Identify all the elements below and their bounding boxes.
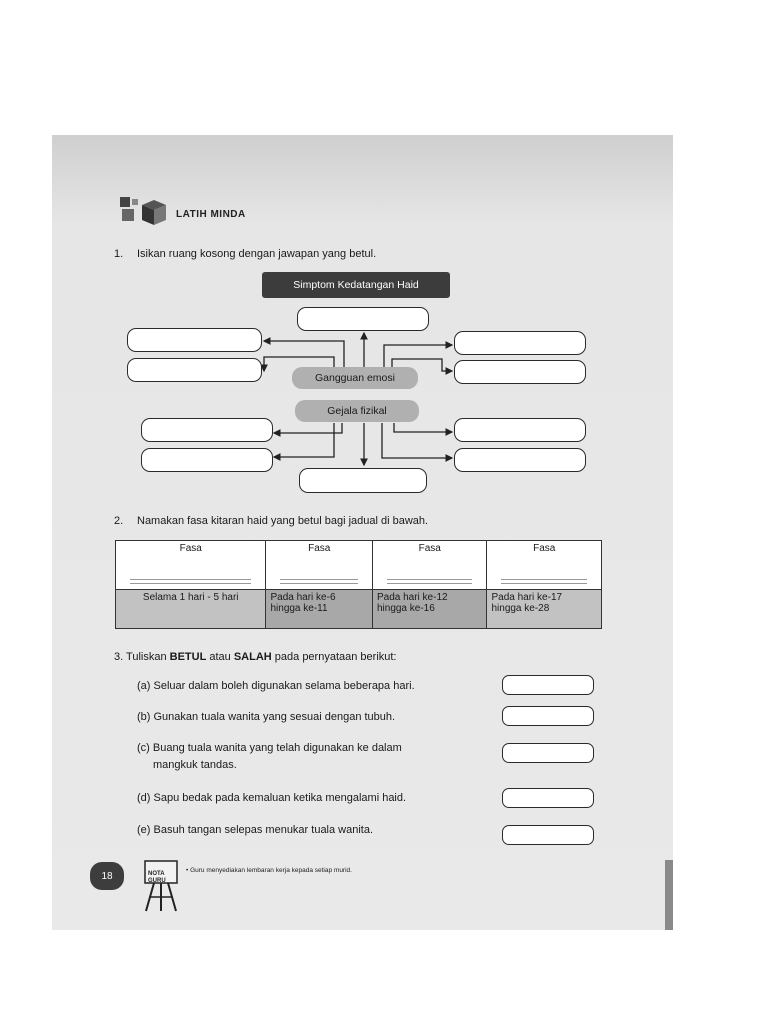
phase-cell-3[interactable] xyxy=(372,541,487,590)
answer-box-right-2[interactable] xyxy=(454,360,586,384)
q3-salah: SALAH xyxy=(233,651,272,663)
q2-number: 2. xyxy=(114,515,124,527)
q1-instruction: Isikan ruang kosong dengan jawapan yang betul. xyxy=(137,248,377,260)
phase-cell-4[interactable] xyxy=(487,541,602,590)
phase-header: Fasa xyxy=(179,543,202,554)
answer-box-right-3[interactable] xyxy=(454,418,586,442)
duration-cell xyxy=(116,590,266,629)
answer-line xyxy=(280,583,358,584)
nota-guru-label xyxy=(148,871,166,885)
answer-line xyxy=(387,583,473,584)
answer-box-b[interactable] xyxy=(502,706,594,726)
phase-cell-2[interactable] xyxy=(266,541,373,590)
guru-line: GURU xyxy=(148,878,166,884)
answer-box-c[interactable] xyxy=(502,743,594,763)
duration-text: Pada hari ke-17 xyxy=(491,592,563,603)
duration-text: hingga ke-11 xyxy=(270,603,328,614)
answer-line xyxy=(501,579,587,580)
answer-line xyxy=(387,579,473,580)
q3-instruction xyxy=(114,651,397,663)
statement-d: (d) Sapu bedak pada kemaluan ketika mengalami haid. xyxy=(137,792,407,804)
q3-atau: atau xyxy=(206,651,234,663)
duration-text: Pada hari ke-12 xyxy=(376,592,448,603)
answer-line xyxy=(501,583,587,584)
answer-box-bottom[interactable] xyxy=(299,468,427,493)
q1-number: 1. xyxy=(114,248,124,260)
answer-box-top[interactable] xyxy=(297,307,429,331)
teacher-note: • Guru menyediakan lembaran kerja kepada setiap murid. xyxy=(186,867,352,874)
phase-header: Fasa xyxy=(533,543,556,554)
duration-cell xyxy=(372,590,487,629)
statement-c-continued: mangkuk tandas. xyxy=(153,759,237,771)
phase-header: Fasa xyxy=(418,543,441,554)
nota-line: NOTA xyxy=(148,871,165,877)
answer-line xyxy=(280,579,358,580)
easel-icon xyxy=(140,857,182,913)
center-label-physical: Gejala fizikal xyxy=(295,400,419,422)
statement-a: (a) Seluar dalam boleh digunakan selama beberapa hari. xyxy=(137,680,415,692)
answer-line xyxy=(130,579,251,580)
answer-box-e[interactable] xyxy=(502,825,594,845)
page-number: 18 xyxy=(101,870,113,882)
teacher-note-text: Guru menyediakan lembaran kerja kepada setiap murid. xyxy=(190,867,352,874)
answer-box-d[interactable] xyxy=(502,788,594,808)
q3-prefix: 3. Tuliskan xyxy=(114,651,170,663)
answer-box-left-2[interactable] xyxy=(127,358,262,382)
section-heading: LATIH MINDA xyxy=(176,209,246,220)
duration-text: hingga ke-28 xyxy=(491,603,550,614)
duration-cell xyxy=(266,590,373,629)
answer-line xyxy=(130,583,251,584)
duration-text: Pada hari ke-6 xyxy=(270,592,336,603)
statement-b: (b) Gunakan tuala wanita yang sesuai dengan tubuh. xyxy=(137,711,396,723)
page-edge-shadow xyxy=(665,860,673,930)
cube-logo-icon xyxy=(118,195,170,229)
phase-header-row xyxy=(116,541,602,590)
phase-duration-row xyxy=(116,590,602,629)
worksheet-page xyxy=(52,135,673,930)
phase-table xyxy=(115,540,602,629)
answer-box-right-4[interactable] xyxy=(454,448,586,472)
q3-betul: BETUL xyxy=(169,651,207,663)
statement-c: (c) Buang tuala wanita yang telah digunakan ke dalam xyxy=(137,742,402,754)
phase-header: Fasa xyxy=(308,543,331,554)
answer-box-left-3[interactable] xyxy=(141,418,273,442)
duration-cell xyxy=(487,590,602,629)
answer-box-a[interactable] xyxy=(502,675,594,695)
answer-box-right-1[interactable] xyxy=(454,331,586,355)
phase-cell-1[interactable] xyxy=(116,541,266,590)
answer-box-left-1[interactable] xyxy=(127,328,262,352)
duration-text: hingga ke-16 xyxy=(376,603,435,614)
page-number-badge xyxy=(90,862,124,890)
q2-instruction: Namakan fasa kitaran haid yang betul bagi jadual di bawah. xyxy=(137,515,429,527)
q3-suffix: pada pernyataan berikut: xyxy=(271,651,397,663)
duration-text: Selama 1 hari - 5 hari xyxy=(142,592,239,603)
center-label-emotional: Gangguan emosi xyxy=(292,367,418,389)
statement-e: (e) Basuh tangan selepas menukar tuala wanita. xyxy=(137,824,374,836)
answer-box-left-4[interactable] xyxy=(141,448,273,472)
diagram-title: Simptom Kedatangan Haid xyxy=(262,272,450,298)
